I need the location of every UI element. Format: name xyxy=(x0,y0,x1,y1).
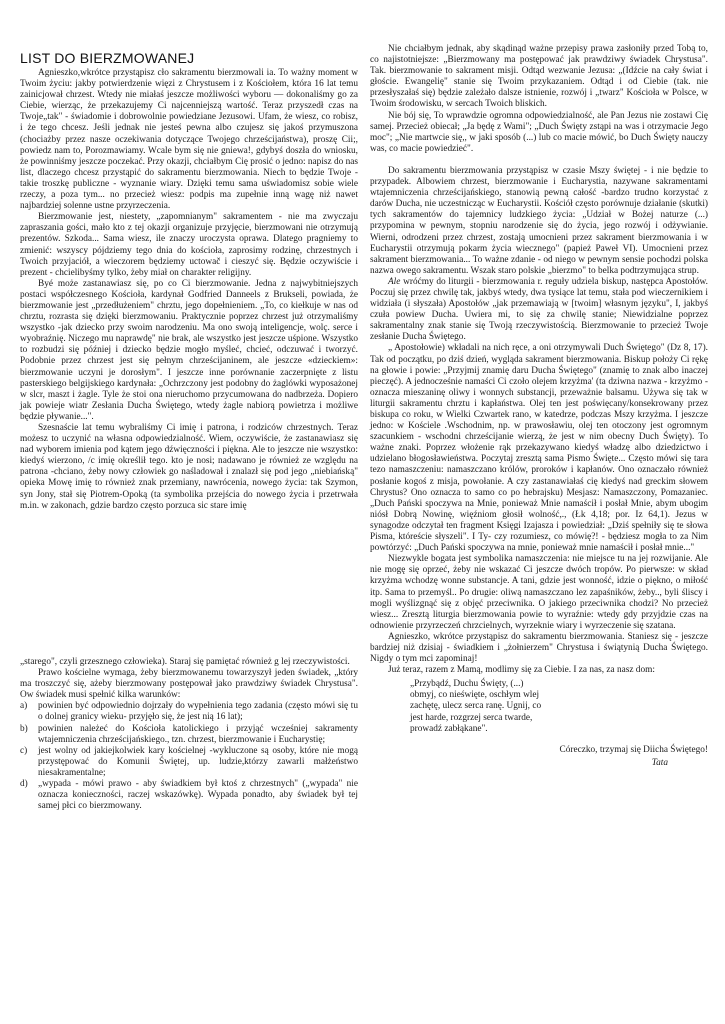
paragraph: Szesnaście lat temu wybraliśmy Ci imię i patrona, i rodziców chrzestnych. Teraz możesz to uczynić na własna odpowiedzialność. Wiem, oczywiście, że zastanawiasz się nad wyborem imienia pod kątem jego dźwięczności i piękna. Ale to jeszcze nie wszystko: kiedyś wierzono, /c imię określił tego. kto je nosi; nadawano je również ze względu na patrona -chciano, żeby nowy człowiek go naśladował i znalazł się pod jego „niebiańską" opieka Mowę imię to również znak przemiany, nawrócenia, nowego życia: tak Szymon, syn Jony, stał się Piotrem-Opoką (ta symbolika przejścia do nowego życia i przetrwała m.in. w zakonach, gdzie bardzo często porzuca sic stare imię xyxy=(20,423,358,511)
list-item xyxy=(20,701,358,723)
prayer-line: obmyj, co nieświęte, oschłym wlej xyxy=(410,690,540,701)
paragraph: „ Apostołowie) wkładali na nich ręce, a oni otrzymywali Duch Świętego" (Dz 8, 17). Tak od początku, po dziś dzień, wygląda sakrament bierzmowania. Biskup położy Ci rękę na głowie i powie: „Przyjmij znamię daru Ducha Świętego" (znamię to znak albo inaczej pieczęć). A jednocześnie namaści Ci czoło olejem krzyżma' (ta dziwna nazwa - krzyżmo - oznacza mieszaninę oliwy i wonnych substancji, przeważnie balsamu. Używa się tak w liturgii sakramentu chrztu i kapłaństwa. Olej ten jest poświęcany/konsekrowany przez biskupa co roku, w Wielki Czwartek rano, w katedrze, podczas Mszy krzyżma. I jeszcze jedno: w Kościele .Wschodnim, np. w prawosławiu, olej ten otoczony jest ogromnym szacunkiem - wschodni chrześcijanie wierzą, że jest w nim obecny Duch Święty). To ważne znaki. Poprzez włożenie rąk przekazywano kiedyś władzę albo dziedzictwo i udzielano błogosławieństwa. Poczytaj zresztą sama Pismo Święte... Często mówi się tara tezo namaszczeniu: namaszczano królów, proroków i kapłanów. Ono oznaczało również posłanie kogoś z misja, powołanie. A czy zastanawiałaś cię kiedyś nad greckim słowem Chrystus? Ono oznacza to samo co po hebrajsku) Mesjasz: Namaszczony, Pomazaniec. „Duch Pański spoczywa na Mnie, ponieważ Mnie namaścił i posłał Mnie, abym ubogim niósł Dobrą Nowinę, więźniom głosił wolność,., (Łk 4,18; por. Iz 64,1). Jezus w synagodze odczytał ten fragment Księgi Izajasza i powiedział: „Dziś spełniły się te słowa Pisma, któreście słyszeli". I Ty- czy rozumiesz, co mówię?! - będziesz mogła to za Nim powtórzyć: „Duch Pański spoczywa na mnie, ponieważ mnie namaścił i posłał mnie..." xyxy=(370,343,708,554)
left-column-bottom xyxy=(20,657,358,812)
paragraph: Nie bój się, To wprawdzie ogromna odpowiedzialność, ale Pan Jezus nie zostawi Cię samej. Przecież obiecał; „Ja będę z Wami"; „Duch Święty zstąpi na was i otrzymacie Jego moc"; „Nie martwcie się,, w jaki sposób (...) lub co macie mówić, bo Duch Święty nauczy was, co macie powiedzieć". xyxy=(370,110,708,154)
list-item xyxy=(20,724,358,746)
paragraph: Nie chciałbym jednak, aby skądinąd ważne przepisy prawa zasłoniły przed Tobą to, co najistotniejsze: „Bierzmowany ma postępować jak prawdziwy świadek Chrystusa". Tak. bierzmowanie to sakrament misji. Odtąd wezwanie Jezusa: „(Idźcie na cały świat i głoście. Ewangelię" stanie się Twoim przykazaniem. Odtąd i od Ciebie (tak. nie przesłyszałaś się) będzie zależało dalsze istnienie, rozwój i „twarz" Kościoła w Polsce, w Twoim środowisku, w sercach Twoich bliskich. xyxy=(370,44,708,110)
witness-conditions-list xyxy=(20,701,358,812)
paragraph: Już teraz, razem z Mamą, modlimy się za Ciebie. I za nas, za nasz dom: xyxy=(388,665,655,676)
closing-line: Córeczko, trzymaj się Diicha Świętego! xyxy=(559,744,708,755)
signature: Tata xyxy=(651,757,668,768)
paragraph-text: wróćmy do liturgii - bierzmowania r. reguły udziela biskup, następca Apostołów. Poczuj się przez chwilę tak, jakbyś wtedy, dwa tysiące lat temu, stała pod wieczernikiem i widziała (i słyszała) Apostołów „jak przemawiają w [twoim] własnym języku", I, jakbyś czuła powiew Ducha. Uwiera mi, to się za chwilę stanie; Niewidzialne poprzez sakramentalny znak stanie się Twoją rzeczywistością. Bierzmowanie to przecież Twoje zesłanie Ducha Świętego. xyxy=(370,276,708,343)
prayer-quote xyxy=(410,679,708,734)
list-marker: a) xyxy=(20,701,28,712)
list-marker: c) xyxy=(20,745,28,756)
paragraph: Bierzmowanie jest, niestety, „zapomnianym" sakramentem - nie ma zwyczaju zapraszania gości, mało kto z tej okazji organizuje przyjęcie, bierzmowani nie otrzymują prezentów. Szkoda... Sama wiesz, ile znaczy uroczysta oprawa. Dlatego pragniemy to zmienić: wszyscy pójdziemy tego dnia do kościoła, zaprosimy rodzinę, chrzestnych i Twoich przyjaciół, a wieczorem będziemy uctowač i cieszyć się. Będzie oczywiście i prezent - chcielibyśmy tylko, żeby miał on charakter religijny. xyxy=(20,212,358,278)
list-item xyxy=(20,746,358,779)
list-item xyxy=(20,779,358,812)
paragraph xyxy=(370,277,708,344)
paragraph: Byé może zastanawiasz się, po co Ci bierzmowanie. Jedna z najwybitniejszych postaci współczesnego Kościoła, kardynał Godfried Danneels z Brukseli, powiada, że bierzmowanie jest „przedłużeniem" chrztu, jego dopełnieniem. „To, co kiełkuje w nas od chrztu, rozrasta się dzięki bierzmowaniu. Praktycznie poprzez chrzest już otrzymaliśmy wszystko -jak dziecko przy swoim narodzeniu. Ma ono swoją inteligencje, wolç. serce i wyobraźnię. Niczego mu naprawdę" nie brak, ale wszystko jest jeszcze uśpione. Wszystko to rozbudzi się później i dziecko będzie mogło myśleć, chcieć, odczuwać i tworzyć. Podobnie przez chrzest jest się pełnym chrześcijaninem, ale jeszcze «dzieckiem»: bierzmowanie uczyni je dorosłym". I jeszcze inne porównanie zaczerpnięte z listu pasterskiego belgijskiego kardynała: „Ochrzczony jest podobny do żaglówki wyposażonej w slcr, maszt i żagle. Tyle że stoi ona nieruchomo przycumowana do nadbrzeża. Dopiero jak powieje wiatr Zesłania Ducha Świętego, wtedy żagle nabiorą powietrza i możliwe będzie pływanie...". xyxy=(20,278,358,422)
italic-lead: Ale xyxy=(388,276,401,287)
prayer-line: „Przybądź, Duchu Święty, (...) xyxy=(410,679,524,690)
list-item-text: powinien być odpowiednio dojrzały do wypełnienia tego zadania (często mówi się tu o dolnej granicy wieku- przyjęło się, że jest nią 16 lat); xyxy=(38,701,358,723)
prayer-line: prowadź zabłąkane". xyxy=(410,723,488,734)
list-item-text: „wypada - mówi prawo - aby świadkiem był ktoś z chrzestnych" („wypada" nie oznacza konieczności, raczej wskazówkę). Wypada ponadto, aby świadek był tej samej płci co bierzmowany. xyxy=(38,779,358,812)
paragraph-continuation: „starego", czyli grzesznego człowieka). Staraj się pamiętać również g lej rzeczywistości. xyxy=(20,657,350,667)
list-marker: b) xyxy=(20,723,28,734)
paragraph: Prawo kościelne wymaga, żeby bierzmowanemu towarzyszył jeden świadek, „który ma troszczyć się, ażeby bierzmowany postępował jako prawdziwy świadek Chrystusa". Ow świadek musi spełnić kilka warunków: xyxy=(20,668,358,701)
right-column xyxy=(370,44,708,769)
list-item-text: powinien należeć do Kościoła katolickiego i przyjąć wcześniej sakramenty wtajemniczenia chrześcijańskiego., tzn. chrzest, bierzmowanie i Eucharystię; xyxy=(38,723,358,745)
list-marker: d) xyxy=(20,779,28,790)
prayer-line: zachętę, ulecz serca ranę. Ugnij, co xyxy=(410,701,542,712)
list-item-text: jest wolny od jakiejkolwiek kary kościelnej -wykluczone są osoby, które nie mogą przystępować do Komunii Świętej, up. ludzie,którzy zawarli małżeństwo niesakramentalne; xyxy=(38,745,358,778)
paragraph: Agnieszko, wkrótce przystąpisz do sakramentu bierzmowania. Staniesz się - jeszcze bardziej niż dzisiaj - świadkiem i „żołnierzem" Chrystusa i świątynią Ducha Świętego. Nigdy o tym mci zapominaj! xyxy=(370,631,708,665)
paragraph: Do sakramentu bierzmowania przystąpisz w czasie Mszy świętej - i nie będzie to przypadek. Albowiem chrzest, bierzmowanie i Eucharystia, nazywane sakramentami wtajemniczenia chrześcijańskiego, stanowią pewną całość -bardzo trudno korzystać z darów Ducha, nie uczestnicząc w Eucharystii. Kościół często porównuje działanie (skutki) tych sakramentów do tajemnicy ludzkiego życia: „Udział w Bożej naturze (...) przypomina w pewnym, stopniu narodzenie się do życia, jego rozwój i odżywianie. Wierni, odrodzeni przez chrzest, zostają umocnieni przez sakrament bierzmowania i w Eucharystii otrzymują pokarm życia wiecznego" (papież Paweł VI). Umocnieni przez sakrament bierzmowania... To ważne zdanie - od niego w pewnym sensie pochodzi polska nazwa owego sakramentu. Wszak staro polskie „bierzmo" to belka podtrzymująca strup. xyxy=(370,165,708,276)
paragraph: Agnieszko,wkrótce przystąpisz cło sakramentu bierzmowali ia. To ważny moment w Twoim życiu: jakby potwierdzenie więzi z Chrystusem i z Kościołem, która 16 lat temu zainicjował chrzest. Wtedy nie miałaś jeszcze możliwości wyboru — dokonaliśmy go za Ciebie, wierząc, że przekazujemy Ci najcenniejszą wartość. Teraz przyszedł czas na Twoje„tak" - świadomie i dobrowolnie powiedziane Jezusowi. Ufam, że wiesz, co robisz, i że tego chcesz. Jeśli jednak nie jesteś pewna albo czujesz się jakoś przymuszona (chociażby przez nasze oczekiwania dotyczące Twojego chrześcijaństwa), proszę Cii;, powiedz nam to, Porozmawiamy. Wcale bym się nie gniewa!, gdybyś doszła do wniosku, że powinniśmy jeszcze poczekać. Przy okazji, chciałbym Cię prosić o jedno: napisz do nas list, dlaczego chcesz przystąpić do sakramentu bierzmowania. Niech to będzie Twoje - takie troszkę publiczne - wyznanie wiary. Dzięki temu sama uświadomisz sobie wiele rzeczy, a poza tym... no przecież wiesz: podpis ma zupełnie inną wagę niż nawet najbardziej solenne ustne przyrzeczenia. xyxy=(20,68,358,212)
left-column-top xyxy=(20,68,358,512)
prayer-line: jest harde, rozgrzej serca twarde, xyxy=(410,712,533,723)
page-title: LIST DO BIERZMOWANEJ xyxy=(20,50,195,66)
paragraph: Niezwykle bogata jest symbolika namaszczenia: nie miejsce tu na jej rozwijanie. Ale nie mogę się oprzeć, żeby nie wskazać Ci jeszcze dwóch tropów. Po pierwsze: w skład krzyżma wchodzę wonne substancje. A tani, gdzie jest wonność, idzie o piękno, o miłość itp. Sama to przemyśl.. Po drugie: oliwą namaszczano lez zapaśników, żeby.., byli śliscy i mogli wyślizgnąć się z objęć przeciwnika. O jakiego przeciwnika chodzi? No przecież wiesz... Zresztą liturgia bierzmowania powie to wyraźnie: wtedy gdy przyjdzie czas na odnowienie przyrzeczeń chrzcielnych, wyrzeknie wiary i wyrzeczenie się szatana. xyxy=(370,554,708,631)
paragraph-gap xyxy=(370,155,708,166)
